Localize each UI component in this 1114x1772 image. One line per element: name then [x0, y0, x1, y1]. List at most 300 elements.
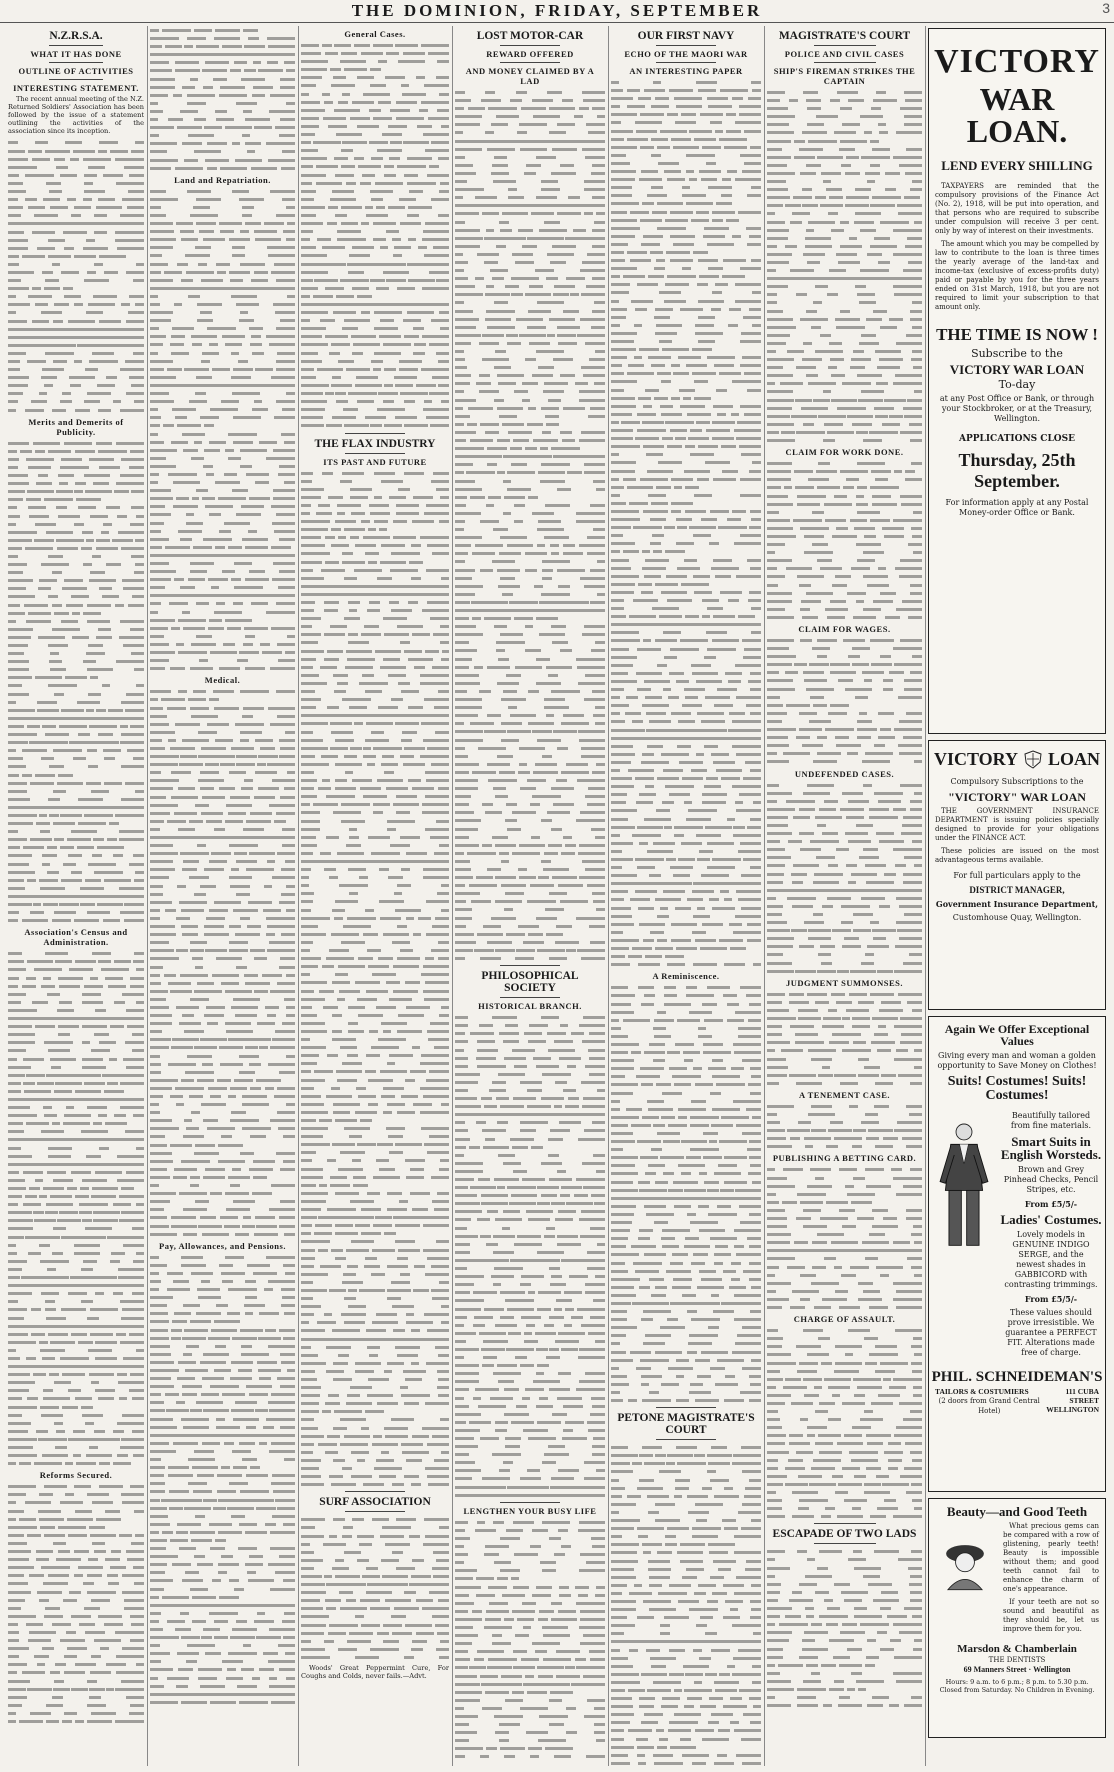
text-word: [355, 1656, 379, 1659]
text-word: [103, 174, 123, 177]
text-word: [8, 1501, 16, 1504]
text-word: [8, 903, 32, 906]
text-word: [326, 795, 355, 798]
text-word: [376, 1459, 394, 1462]
text-word: [110, 150, 128, 153]
text-word: [425, 1402, 449, 1405]
text-word: [469, 1421, 491, 1424]
text-word: [150, 1369, 179, 1372]
text-line: [301, 122, 449, 130]
text-word: [494, 1561, 511, 1564]
text-word: [383, 400, 394, 403]
text-word: [520, 1494, 544, 1497]
text-word: [381, 763, 398, 766]
text-word: [22, 1671, 45, 1674]
text-line: [455, 541, 605, 549]
text-word: [32, 158, 50, 161]
text-word: [75, 1195, 89, 1198]
text-line: [150, 793, 295, 801]
text-line: [455, 825, 605, 833]
text-word: [371, 1273, 385, 1276]
text-word: [233, 909, 258, 912]
text-word: [150, 779, 179, 782]
text-word: [8, 1671, 17, 1674]
text-word: [593, 1299, 605, 1302]
text-word: [545, 415, 559, 418]
text-word: [455, 366, 467, 369]
text-line: [150, 616, 295, 624]
text-line: [455, 638, 605, 646]
text-word: [301, 1632, 324, 1635]
text-word: [589, 1032, 605, 1035]
text-line: [150, 1342, 295, 1350]
text-word: [250, 1135, 266, 1138]
text-line: [8, 730, 144, 738]
text-line: [301, 1124, 449, 1132]
text-word: [561, 204, 584, 207]
text-word: [493, 609, 520, 612]
text-word: [114, 1114, 126, 1117]
text-line: [8, 771, 144, 779]
text-word: [563, 1089, 576, 1092]
text-line: [8, 397, 144, 405]
text-word: [494, 625, 507, 628]
text-word: [95, 1389, 115, 1392]
text-word: [455, 334, 481, 337]
text-line: [150, 979, 295, 987]
text-word: [301, 569, 313, 572]
text-word: [241, 1345, 252, 1348]
text-word: [368, 561, 377, 564]
text-line: [8, 1281, 144, 1289]
text-word: [201, 360, 210, 363]
text-word: [45, 352, 74, 355]
text-line: [150, 413, 295, 421]
text-word: [495, 795, 508, 798]
text-word: [385, 1435, 408, 1438]
text-line: [150, 1504, 295, 1512]
text-line: [8, 276, 144, 284]
text-word: [455, 1194, 477, 1197]
text-word: [52, 1122, 60, 1125]
text-word: [56, 490, 73, 493]
text-word: [150, 1579, 173, 1582]
text-line: [8, 592, 144, 600]
text-word: [258, 1369, 281, 1372]
text-word: [150, 1208, 164, 1211]
text-word: [397, 1111, 415, 1114]
text-word: [203, 1119, 218, 1122]
text-word: [37, 1082, 54, 1085]
text-line: [455, 436, 605, 444]
text-word: [545, 908, 564, 911]
text-word: [455, 1032, 465, 1035]
text-line: [455, 1207, 605, 1215]
text-word: [230, 885, 250, 888]
text-word: [271, 376, 295, 379]
text-word: [431, 319, 449, 322]
text-word: [480, 423, 499, 426]
text-word: [150, 1176, 170, 1179]
text-line: [8, 1685, 144, 1693]
text-word: [150, 594, 158, 597]
text-word: [352, 287, 369, 290]
text-word: [537, 1186, 559, 1189]
text-word: [513, 1097, 536, 1100]
text-word: [89, 1688, 105, 1691]
text-word: [223, 643, 235, 646]
text-word: [287, 1369, 295, 1372]
text-line: [8, 1378, 144, 1386]
text-word: [349, 828, 357, 831]
text-word: [393, 254, 402, 257]
text-word: [395, 44, 418, 47]
text-word: [258, 1337, 281, 1340]
text-word: [379, 335, 401, 338]
text-word: [267, 925, 295, 928]
text-word: [242, 206, 254, 209]
text-word: [480, 1437, 499, 1440]
text-word: [75, 409, 90, 412]
text-word: [75, 1720, 84, 1723]
text-word: [551, 447, 580, 450]
text-word: [455, 326, 476, 329]
text-word: [441, 1006, 449, 1009]
text-word: [57, 782, 83, 785]
text-word: [94, 1430, 105, 1433]
text-word: [427, 1475, 449, 1478]
text-word: [455, 706, 482, 709]
text-line: [8, 252, 144, 260]
text-line: [455, 1385, 605, 1393]
text-word: [326, 424, 342, 427]
text-word: [487, 463, 497, 466]
text-word: [506, 674, 521, 677]
text-word: [150, 1135, 165, 1138]
text-word: [334, 109, 360, 112]
text-word: [357, 1559, 369, 1562]
article-subhead: INTERESTING STATEMENT.: [13, 83, 139, 93]
text-word: [485, 1138, 495, 1141]
text-word: [346, 1402, 372, 1405]
text-word: [249, 497, 271, 500]
text-word: [79, 1211, 92, 1214]
text-word: [337, 852, 364, 855]
text-word: [8, 1025, 32, 1028]
text-word: [332, 416, 356, 419]
text-word: [191, 715, 218, 718]
text-word: [8, 539, 32, 542]
text-word: [88, 166, 105, 169]
text-word: [130, 523, 144, 526]
text-line: [455, 873, 605, 881]
text-word: [42, 368, 64, 371]
text-word: [99, 141, 118, 144]
text-word: [431, 480, 449, 483]
text-word: [104, 879, 130, 882]
text-word: [332, 1014, 342, 1017]
text-word: [548, 399, 561, 402]
text-word: [587, 1113, 605, 1116]
text-word: [301, 1607, 323, 1610]
text-word: [84, 1607, 100, 1610]
text-word: [150, 635, 164, 638]
text-word: [74, 919, 99, 922]
text-word: [455, 1016, 468, 1019]
text-word: [455, 1097, 477, 1100]
text-word: [591, 1397, 605, 1400]
text-word: [121, 1163, 144, 1166]
text-line: [455, 1434, 605, 1442]
text-word: [430, 1583, 449, 1586]
text-word: [392, 941, 410, 944]
text-line: [8, 163, 144, 171]
text-word: [355, 1224, 370, 1227]
text-word: [22, 255, 45, 258]
text-line: [301, 889, 449, 897]
text-word: [301, 1006, 312, 1009]
text-line: [301, 663, 449, 671]
text-word: [421, 1127, 449, 1130]
text-word: [455, 148, 482, 151]
text-word: [301, 641, 318, 644]
text-line: [8, 536, 144, 544]
text-word: [433, 246, 449, 249]
text-word: [39, 1599, 49, 1602]
text-word: [158, 594, 186, 597]
text-word: [61, 271, 79, 274]
text-word: [85, 368, 98, 371]
text-word: [8, 1292, 32, 1295]
text-word: [351, 335, 376, 338]
text-word: [350, 1200, 374, 1203]
text-word: [476, 1594, 495, 1597]
text-word: [585, 868, 605, 871]
text-word: [130, 222, 144, 225]
text-word: [329, 1475, 343, 1478]
text-word: [222, 1660, 243, 1663]
text-word: [254, 126, 272, 129]
text-word: [206, 917, 225, 920]
text-word: [131, 652, 144, 655]
text-word: [285, 1272, 295, 1275]
text-line: [455, 946, 605, 954]
text-word: [284, 1233, 295, 1236]
text-word: [180, 586, 195, 589]
text-word: [565, 1308, 574, 1311]
text-line: [455, 1046, 605, 1054]
text-word: [131, 1623, 144, 1626]
text-word: [36, 822, 50, 825]
text-word: [554, 285, 575, 288]
text-line: [455, 1143, 605, 1151]
text-word: [381, 1022, 407, 1025]
text-word: [301, 852, 313, 855]
text-word: [492, 601, 508, 604]
text-word: [194, 150, 221, 153]
text-line: [455, 493, 605, 501]
text-word: [8, 595, 35, 598]
text-word: [218, 1563, 239, 1566]
text-word: [486, 229, 494, 232]
text-word: [121, 1017, 144, 1020]
text-word: [28, 1639, 51, 1642]
text-word: [242, 1458, 257, 1461]
text-word: [468, 107, 485, 110]
text-word: [455, 593, 475, 596]
text-word: [89, 1526, 105, 1529]
text-word: [400, 585, 426, 588]
text-word: [87, 1591, 116, 1594]
text-word: [32, 320, 49, 323]
text-word: [517, 204, 544, 207]
text-line: [455, 1313, 605, 1321]
text-line: [301, 1572, 449, 1580]
text-line: [150, 1277, 295, 1285]
text-word: [562, 439, 575, 442]
text-word: [179, 836, 207, 839]
text-word: [67, 198, 76, 201]
text-word: [485, 293, 510, 296]
text-word: [348, 271, 364, 274]
text-line: [150, 211, 295, 219]
text-word: [583, 99, 605, 102]
text-line: [8, 1014, 144, 1022]
text-word: [392, 1551, 403, 1554]
text-word: [391, 698, 403, 701]
text-word: [579, 107, 589, 110]
text-word: [62, 1720, 72, 1723]
text-word: [201, 1393, 219, 1396]
text-word: [8, 628, 33, 631]
text-word: [370, 68, 381, 71]
text-line: [301, 1254, 449, 1262]
text-word: [588, 1049, 605, 1052]
text-word: [224, 1225, 240, 1228]
text-word: [586, 1561, 605, 1564]
text-word: [8, 725, 24, 728]
text-word: [512, 811, 536, 814]
text-word: [409, 1535, 420, 1538]
text-word: [387, 820, 415, 823]
text-word: [401, 1095, 418, 1098]
text-line: [301, 558, 449, 566]
text-line: [455, 298, 605, 306]
text-word: [493, 787, 506, 790]
text-word: [8, 158, 28, 161]
text-word: [319, 990, 334, 993]
text-word: [121, 458, 144, 461]
text-word: [8, 368, 20, 371]
text-word: [119, 830, 144, 833]
text-word: [132, 1430, 144, 1433]
text-word: [566, 949, 576, 952]
text-line: [455, 1442, 605, 1450]
text-word: [44, 1485, 67, 1488]
text-word: [529, 342, 550, 345]
text-word: [8, 895, 31, 898]
article-text: [455, 1013, 605, 1499]
text-word: [481, 1194, 508, 1197]
text-word: [71, 595, 89, 598]
text-word: [95, 1009, 106, 1012]
text-line: [455, 517, 605, 525]
text-word: [455, 1340, 466, 1343]
text-word: [434, 1459, 449, 1462]
text-word: [84, 190, 105, 193]
text-word: [325, 287, 344, 290]
text-word: [228, 836, 246, 839]
text-word: [455, 285, 475, 288]
text-line: [301, 930, 449, 938]
text-word: [370, 1648, 399, 1651]
text-word: [38, 1510, 61, 1513]
text-word: [84, 1082, 105, 1085]
text-line: [8, 1127, 144, 1135]
text-word: [184, 1119, 192, 1122]
text-word: [63, 287, 73, 290]
text-line: [8, 1386, 144, 1394]
text-word: [8, 239, 28, 242]
text-word: [357, 1459, 365, 1462]
text-line: [455, 1175, 605, 1183]
text-word: [161, 836, 179, 839]
text-word: [59, 1001, 72, 1004]
text-word: [425, 957, 434, 960]
text-line: [301, 130, 449, 138]
text-word: [580, 269, 605, 272]
text-word: [127, 1025, 144, 1028]
text-word: [259, 1377, 271, 1380]
text-word: [389, 157, 400, 160]
text-word: [301, 820, 320, 823]
text-word: [268, 1063, 295, 1066]
text-line: [8, 1249, 144, 1257]
text-word: [219, 1264, 233, 1267]
text-line: [150, 1690, 295, 1698]
text-word: [500, 1291, 526, 1294]
text-word: [52, 604, 62, 607]
text-line: [150, 1528, 295, 1536]
text-word: [393, 990, 418, 993]
text-word: [595, 1594, 605, 1597]
text-word: [301, 1168, 323, 1171]
text-word: [128, 1074, 144, 1077]
text-line: [150, 1390, 295, 1398]
text-word: [427, 593, 449, 596]
text-line: [301, 235, 449, 243]
text-word: [409, 561, 423, 564]
text-word: [8, 555, 18, 558]
text-word: [386, 230, 399, 233]
text-line: [301, 1181, 449, 1189]
text-word: [193, 1490, 212, 1493]
text-word: [530, 1545, 541, 1548]
text-word: [52, 919, 71, 922]
text-word: [351, 1240, 374, 1243]
text-word: [74, 1574, 83, 1577]
text-word: [553, 455, 582, 458]
text-word: [207, 1022, 218, 1025]
text-word: [8, 1542, 27, 1545]
text-word: [529, 285, 543, 288]
text-line: [8, 1330, 144, 1338]
text-word: [281, 1288, 295, 1291]
text-line: [8, 665, 144, 673]
text-line: [8, 1571, 144, 1579]
text-word: [537, 1308, 551, 1311]
text-word: [237, 53, 257, 56]
